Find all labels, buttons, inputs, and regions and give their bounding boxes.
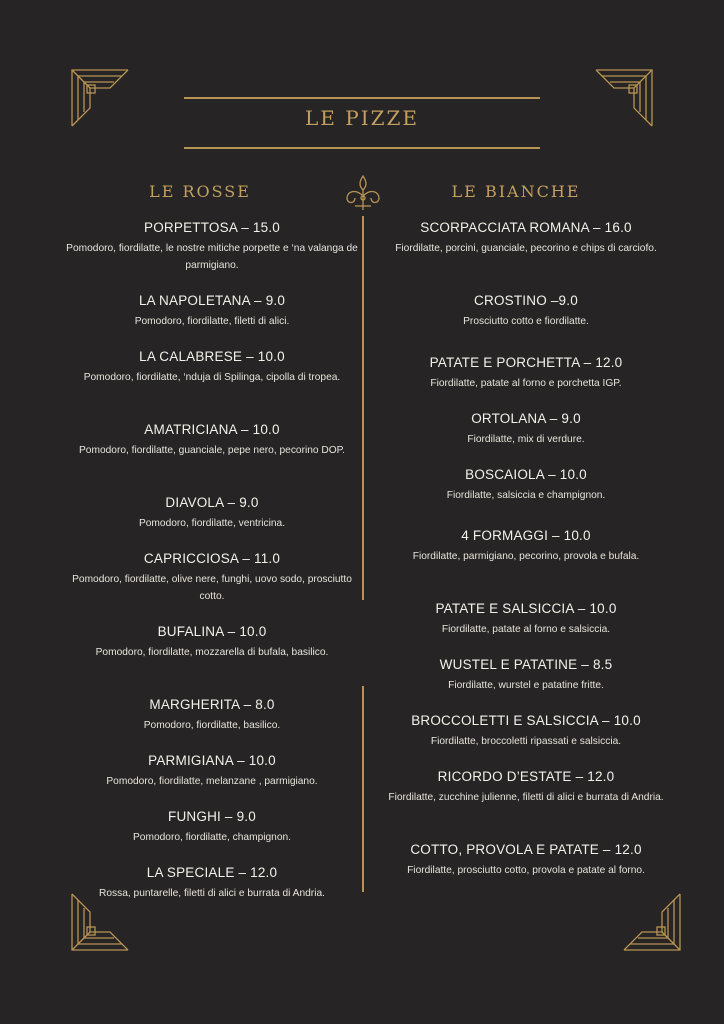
page-title: LE PIZZE [305, 106, 419, 130]
menu-item [376, 292, 676, 330]
item-desc: Pomodoro, fiordilatte, mozzarella di bufala, basilico. [95, 647, 329, 658]
menu-item [376, 354, 676, 392]
menu-item [376, 410, 676, 448]
item-name: PATATE E PORCHETTA – 12.0 [429, 355, 623, 370]
menu-item [376, 841, 676, 879]
menu-item [376, 466, 676, 504]
item-desc: Pomodoro, fiordilatte, champignon. [133, 832, 291, 843]
corner-ornament-top-right-icon [594, 68, 654, 128]
item-desc: Pomodoro, fiordilatte, basilico. [143, 720, 281, 731]
item-desc: Fiordilatte, wurstel e patatine fritte. [448, 680, 604, 691]
menu-item [62, 696, 362, 734]
corner-ornament-bottom-right-icon [622, 892, 682, 952]
item-desc: Pomodoro, fiordilatte, ventricina. [138, 518, 286, 529]
item-name: LA SPECIALE – 12.0 [146, 865, 278, 880]
item-desc: Pomodoro, fiordilatte, filetti di alici. [134, 316, 290, 327]
item-desc: Prosciutto cotto e fiordilatte. [463, 316, 589, 327]
column-divider-top [362, 216, 364, 600]
menu-item [62, 808, 362, 846]
item-desc: Fiordilatte, patate al forno e salsiccia. [441, 624, 611, 635]
item-name: COTTO, PROVOLA E PATATE – 12.0 [410, 842, 642, 857]
menu-item [62, 421, 362, 459]
menu-item [62, 550, 362, 605]
menu-item [62, 348, 362, 386]
item-name: WUSTEL E PATATINE – 8.5 [439, 657, 613, 672]
item-name: 4 FORMAGGI – 10.0 [461, 528, 591, 543]
item-desc: Pomodoro, fiordilatte, melanzane , parmigiano. [106, 776, 318, 787]
menu-item [376, 600, 676, 638]
item-name: CAPRICCIOSA – 11.0 [143, 551, 281, 566]
item-desc: Fiordilatte, prosciutto cotto, provola e patate al forno. [407, 865, 645, 876]
column-heading-rosse: LE ROSSE [149, 182, 251, 201]
item-desc: Fiordilatte, patate al forno e porchetta IGP. [430, 378, 622, 389]
item-name: BROCCOLETTI E SALSICCIA – 10.0 [411, 713, 641, 728]
menu-item [62, 623, 362, 661]
item-name: LA NAPOLETANA – 9.0 [138, 293, 286, 308]
item-desc: Pomodoro, fiordilatte, ‘nduja di Spilinga, cipolla di tropea. [83, 372, 341, 383]
item-name: SCORPACCIATA ROMANA – 16.0 [420, 220, 632, 235]
menu-item [376, 527, 676, 565]
corner-ornament-top-left-icon [70, 68, 130, 128]
item-name: PARMIGIANA – 10.0 [148, 753, 276, 768]
menu-item [62, 864, 362, 902]
item-desc: Fiordilatte, mix di verdure. [467, 434, 585, 445]
item-desc: Rossa, puntarelle, filetti di alici e burrata di Andria. [99, 888, 325, 899]
item-name: FUNGHI – 9.0 [168, 809, 256, 824]
item-name: CROSTINO –9.0 [474, 293, 578, 308]
column-heading-bianche: LE BIANCHE [451, 182, 581, 201]
menu-item [62, 752, 362, 790]
item-name: RICORDO D’ESTATE – 12.0 [437, 769, 615, 784]
item-name: DIAVOLA – 9.0 [165, 495, 259, 510]
item-desc: Fiordilatte, zucchine julienne, filetti di alici e burrata di Andria. [388, 792, 664, 803]
menu-item [62, 292, 362, 330]
item-name: PORPETTOSA – 15.0 [144, 220, 280, 235]
item-name: PATATE E SALSICCIA – 10.0 [435, 601, 617, 616]
menu-item [376, 768, 676, 806]
item-name: BUFALINA – 10.0 [157, 624, 267, 639]
item-name: LA CALABRESE – 10.0 [139, 349, 285, 364]
menu-item [376, 219, 676, 257]
item-name: AMATRICIANA – 10.0 [144, 422, 280, 437]
item-desc: Pomodoro, fiordilatte, guanciale, pepe nero, pecorino DOP. [79, 445, 345, 456]
item-desc: Fiordilatte, broccoletti ripassati e salsiccia. [430, 736, 622, 747]
title-rule-top [184, 97, 540, 99]
menu-item [62, 219, 362, 274]
item-name: MARGHERITA – 8.0 [149, 697, 275, 712]
column-divider-bottom [362, 686, 364, 892]
item-desc: Pomodoro, fiordilatte, olive nere, funghi, uovo sodo, prosciutto cotto. [72, 574, 352, 602]
menu-item [376, 712, 676, 750]
menu-item [376, 656, 676, 694]
menu-item [62, 494, 362, 532]
item-desc: Fiordilatte, salsiccia e champignon. [446, 490, 606, 501]
item-name: BOSCAIOLA – 10.0 [465, 467, 587, 482]
item-desc: Fiordilatte, parmigiano, pecorino, provola e bufala. [412, 551, 640, 562]
item-desc: Fiordilatte, porcini, guanciale, pecorino e chips di carciofo. [395, 243, 657, 254]
title-rule-bottom [184, 147, 540, 149]
item-desc: Pomodoro, fiordilatte, le nostre mitiche porpette e ‘na valanga de parmigiano. [66, 243, 358, 271]
item-name: ORTOLANA – 9.0 [471, 411, 581, 426]
